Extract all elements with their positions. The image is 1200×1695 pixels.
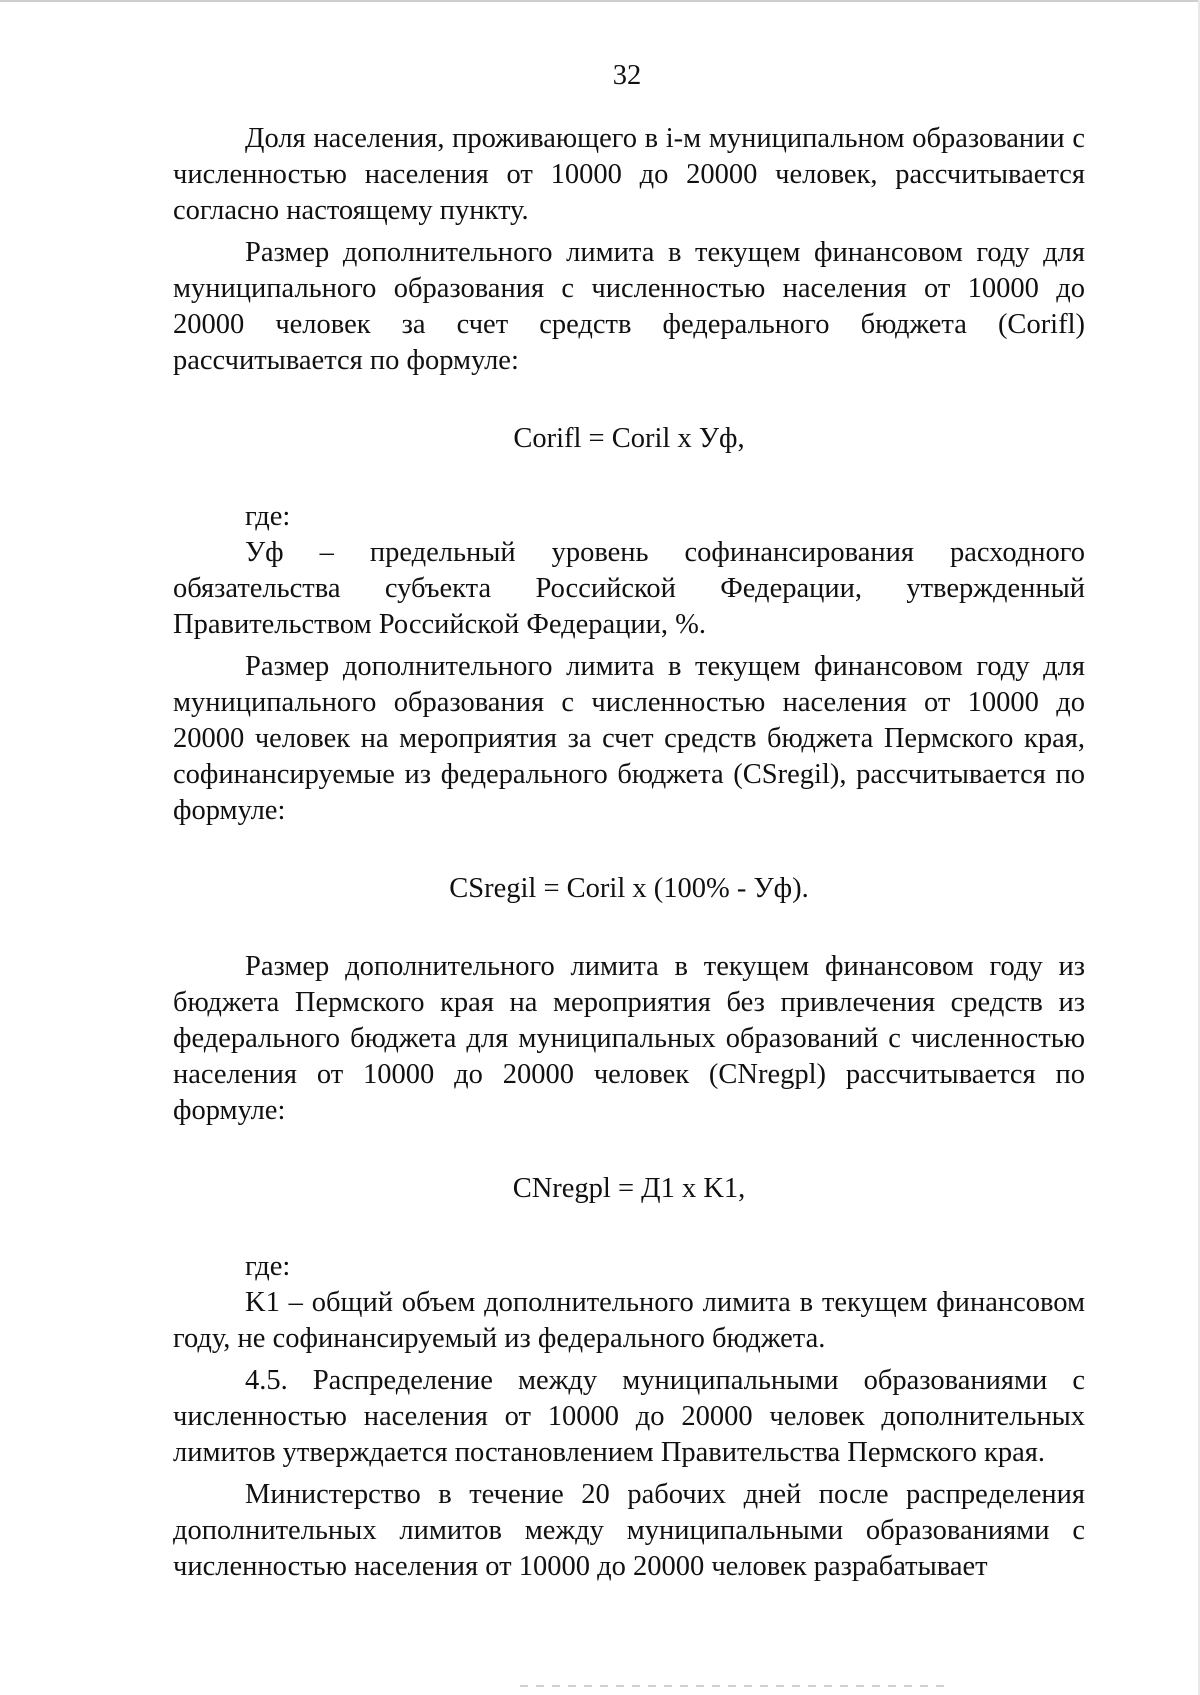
- where-label-2: где:: [245, 1251, 291, 1282]
- paragraph-population-share: Доля населения, проживающего в i-м муниципальном образовании с численностью населения от 10000 до 20000 человек, рассчитывается согласно настоящему пункту.: [173, 123, 1085, 226]
- paragraph-federal-limit: Размер дополнительного лимита в текущем финансовом году для муниципального образования с численностью населения от 10000 до 20000 человек за счет средств федерального бюджета (Corifl) рассчитывается по формуле:: [173, 237, 1085, 376]
- paragraph-uf-definition: Уф – предельный уровень софинансирования расходного обязательства субъекта Российской Федерации, утвержденный Правительством Российской Федерации, %.: [173, 537, 1085, 640]
- document-body: [173, 121, 1085, 1585]
- paragraph-regional-cofinanced-limit: Размер дополнительного лимита в текущем финансовом году для муниципального образования с численностью населения от 10000 до 20000 человек на мероприятия за счет средств бюджета Пермского края, софинансируемые из федерального бюджета (CSregil), рассчитывается по формуле:: [173, 651, 1085, 826]
- scan-artifact-bottom: [520, 1685, 950, 1687]
- formula-corifl: Corifl = Coril x Уф,: [513, 423, 745, 454]
- scan-border-top: [0, 0, 1200, 2]
- formula-cnregpl: CNregpl = Д1 x K1,: [512, 1173, 746, 1204]
- where-label-1: где:: [245, 501, 291, 532]
- paragraph-regional-noncofinanced-limit: Размер дополнительного лимита в текущем финансовом году из бюджета Пермского края на мероприятия без привлечения средств из федерального бюджета для муниципальных образований с численностью населения от 10000 до 20000 человек (CNregpl) рассчитывается по формуле:: [173, 951, 1085, 1126]
- paragraph-k1-definition: K1 – общий объем дополнительного лимита в текущем финансовом году, не софинансируемый из федерального бюджета.: [173, 1287, 1085, 1354]
- formula-csregil: CSregil = Coril x (100% - Уф).: [449, 873, 809, 904]
- paragraph-ministry: Министерство в течение 20 рабочих дней после распределения дополнительных лимитов между муниципальными образованиями с численностью населения от 10000 до 20000 человек разрабатывает: [173, 1479, 1085, 1582]
- paragraph-section-4-5: 4.5. Распределение между муниципальными образованиями с численностью населения от 10000 до 20000 человек дополнительных лимитов утверждается постановлением Правительства Пермского края.: [173, 1365, 1085, 1468]
- page-number: 32: [612, 60, 642, 91]
